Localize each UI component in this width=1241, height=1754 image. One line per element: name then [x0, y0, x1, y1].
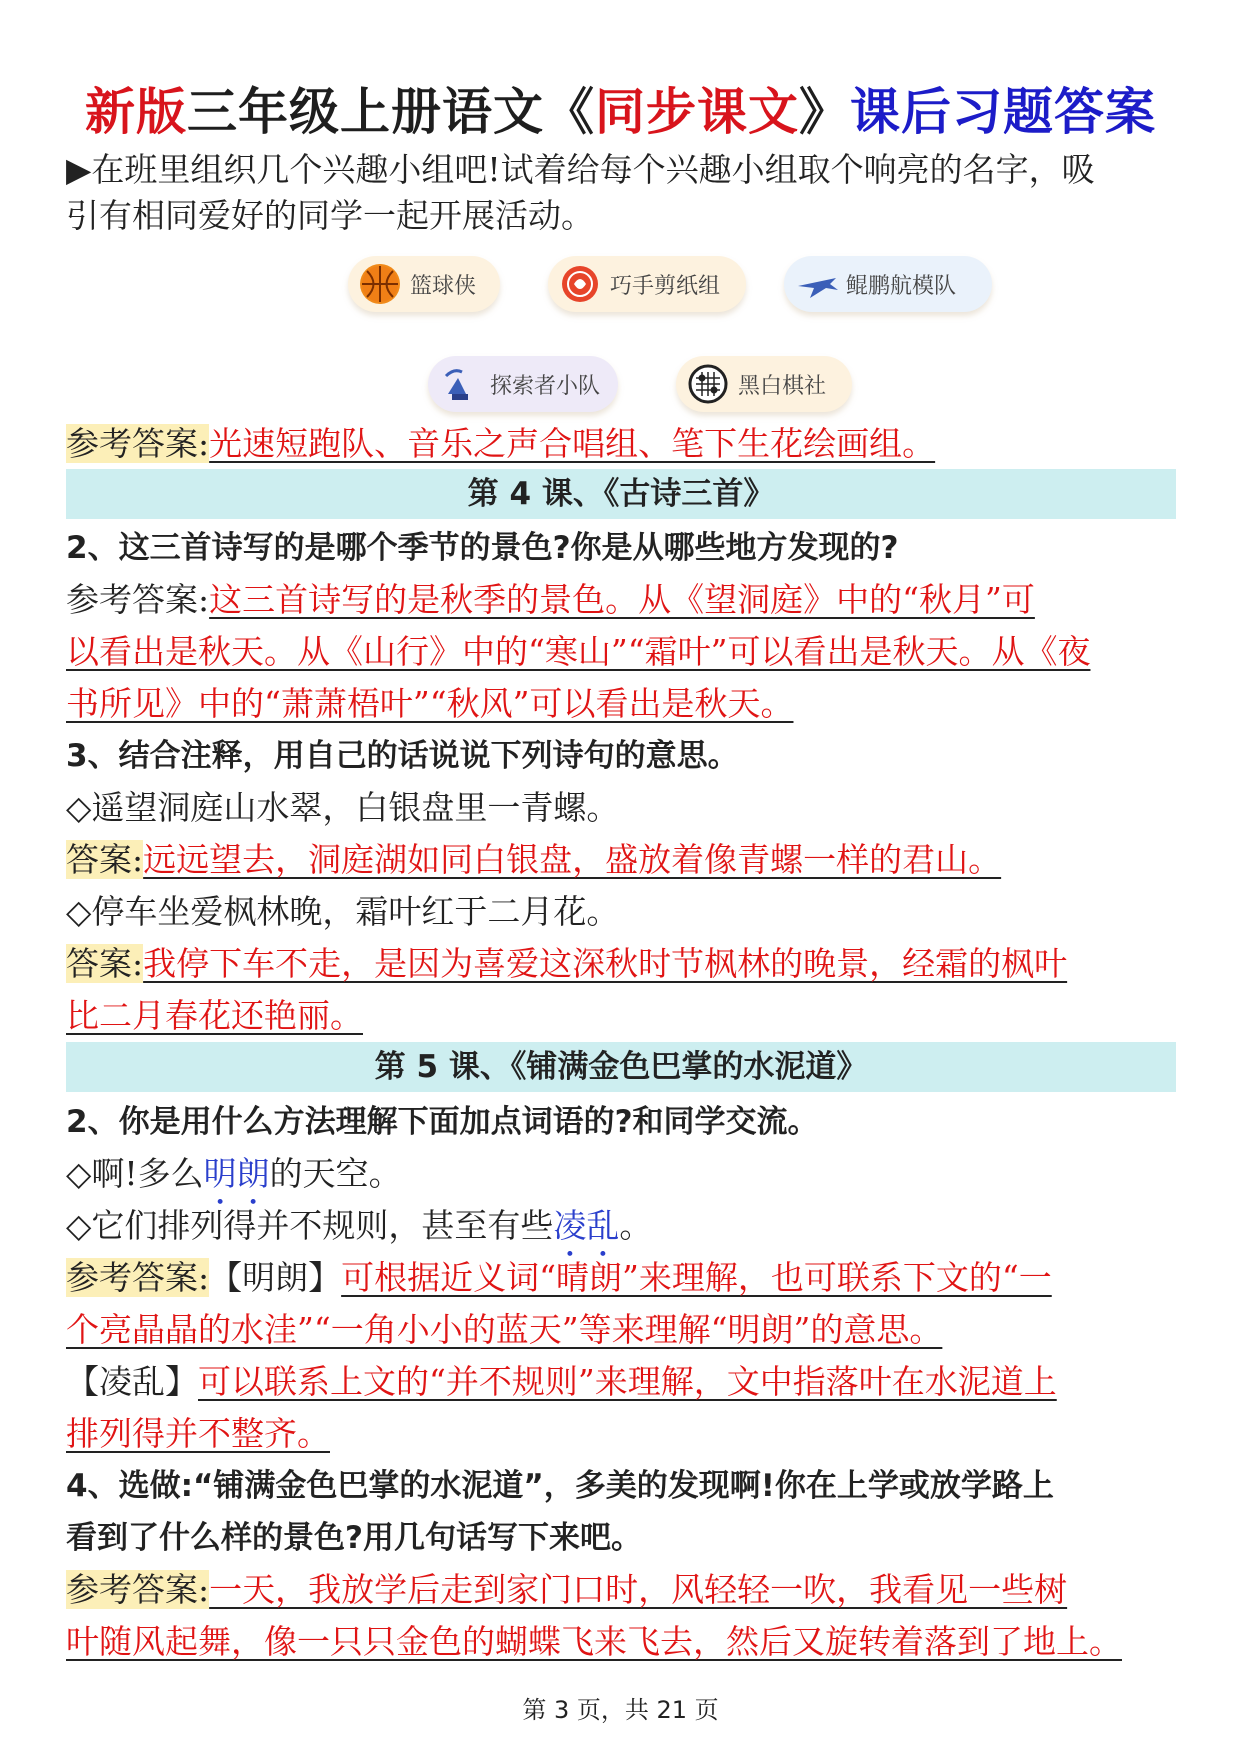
answer-text: 叶随风起舞，像一只只金色的蝴蝶飞来飞去，然后又旋转着落到了地上。 — [66, 1622, 1122, 1661]
answer-label: 参考答案: — [66, 1570, 210, 1609]
sentence-text: ◇啊!多么 — [66, 1154, 204, 1193]
page-title — [0, 72, 1241, 144]
lesson5-title: 第 5 课、《铺满金色巴掌的水泥道》 — [66, 1042, 1176, 1092]
answer-tag: 【明朗】 — [209, 1258, 342, 1297]
answer-lingluan-cont — [66, 1408, 1176, 1460]
answer-label: 答案: — [66, 944, 144, 983]
answer-text: 一天，我放学后走到家门口时，风轻轻一吹，我看见一些树 — [209, 1570, 1068, 1609]
badge-explorer — [428, 356, 618, 412]
answer-label: 答案: — [66, 840, 144, 879]
answer-text: 个亮晶晶的水洼”“一角小小的蓝天”等来理解“明朗”的意思。 — [66, 1310, 943, 1349]
answer-label: 参考答案: — [66, 1258, 210, 1297]
poem-line-2-answer — [66, 938, 1176, 990]
answer-q4 — [66, 1564, 1176, 1616]
answer-text: 远远望去，洞庭湖如同白银盘，盛放着像青螺一样的君山。 — [143, 840, 1002, 879]
answer-text: 光速短跑队、音乐之声合唱组、笔下生花绘画组。 — [209, 424, 936, 463]
answer-lingluan — [66, 1356, 1176, 1408]
answer-q4-cont — [66, 1616, 1176, 1668]
answer-group-names — [66, 418, 1176, 470]
badge-airplane — [784, 256, 992, 312]
dotted-word: 明朗 — [203, 1154, 270, 1193]
sentence-text: 。 — [619, 1206, 653, 1245]
go-board-icon — [688, 364, 728, 404]
badge-label: 探索者小队 — [490, 373, 601, 399]
badge-go — [676, 356, 852, 412]
answer-text: 可以联系上文的“并不规则”来理解，文中指落叶在水泥道上 — [198, 1362, 1057, 1401]
title-part-answers: 课后习题答案 — [850, 83, 1156, 141]
answer-tag: 【凌乱】 — [66, 1362, 198, 1401]
poem-line-2-answer-cont — [66, 990, 1176, 1042]
answer-text: 可根据近义词“晴朗”来理解，也可联系下文的“一 — [341, 1258, 1052, 1297]
lesson5-question-4-line-1: 4、选做:“铺满金色巴掌的水泥道”，多美的发现啊!你在上学或放学路上 — [66, 1468, 1054, 1504]
title-part-new: 新版 — [85, 83, 187, 141]
answer-label: 参考答案: — [66, 424, 210, 463]
answer-minglang — [66, 1252, 1176, 1304]
poem-line-1: ◇遥望洞庭山水翠，白银盘里一青螺。 — [66, 788, 620, 827]
answer-text: 我停下车不走，是因为喜爱这深秋时节枫林的晚景，经霜的枫叶 — [143, 944, 1068, 983]
intro-line-2: 引有相同爱好的同学一起开展活动。 — [66, 196, 594, 235]
answer-text: 这三首诗写的是秋季的景色。从《望洞庭》中的“秋月”可 — [209, 580, 1035, 619]
answer-label: 参考答案: — [66, 580, 210, 619]
badge-label: 巧手剪纸组 — [610, 273, 721, 299]
badge-label: 黑白棋社 — [738, 373, 827, 399]
lesson4-answer-2-line-1 — [66, 574, 1176, 626]
lesson4-answer-2-line-3 — [66, 678, 1176, 730]
lesson4-question-3: 3、结合注释，用自己的话说说下列诗句的意思。 — [66, 738, 739, 774]
airplane-icon — [796, 264, 836, 304]
lesson4-title: 第 4 课、《古诗三首》 — [66, 469, 1176, 519]
title-part-grade: 三年级上册语文《 — [187, 83, 595, 141]
lesson5-question-2: 2、你是用什么方法理解下面加点词语的?和同学交流。 — [66, 1104, 819, 1140]
intro-line-1: ▶在班里组织几个兴趣小组吧!试着给每个兴趣小组取个响亮的名字，吸 — [66, 150, 1095, 189]
title-part-bracket: 》 — [799, 83, 850, 141]
answer-text: 书所见》中的“萧萧梧叶”“秋风”可以看出是秋天。 — [66, 684, 794, 723]
badge-basketball — [348, 256, 500, 312]
answer-minglang-cont — [66, 1304, 1176, 1356]
page-number: 第 3 页，共 21 页 — [522, 1696, 719, 1724]
answer-text: 比二月春花还艳丽。 — [66, 996, 363, 1035]
sentence-text: ◇它们排列得并不规则，甚至有些 — [66, 1206, 554, 1245]
answer-text: 排列得并不整齐。 — [66, 1414, 330, 1453]
papercut-icon — [560, 264, 600, 304]
satellite-dish-icon — [440, 364, 480, 404]
sentence-text: 的天空。 — [269, 1154, 402, 1193]
lesson4-question-2: 2、这三首诗写的是哪个季节的景色?你是从哪些地方发现的? — [66, 530, 899, 566]
basketball-icon — [360, 264, 400, 304]
badge-papercut — [548, 256, 746, 312]
title-part-sync: 同步课文 — [595, 83, 799, 141]
badge-label: 鲲鹏航模队 — [846, 273, 957, 299]
poem-line-1-answer — [66, 834, 1176, 886]
dotted-word: 凌乱 — [553, 1206, 620, 1245]
lesson5-question-4-line-2: 看到了什么样的景色?用几句话写下来吧。 — [66, 1520, 642, 1556]
badge-label: 篮球侠 — [410, 273, 477, 299]
lesson4-answer-2-line-2: 以看出是秋天。从《山行》中的“寒山”“霜叶”可以看出是秋天。从《夜 — [66, 632, 1091, 671]
poem-line-2: ◇停车坐爱枫林晚，霜叶红于二月花。 — [66, 892, 620, 931]
